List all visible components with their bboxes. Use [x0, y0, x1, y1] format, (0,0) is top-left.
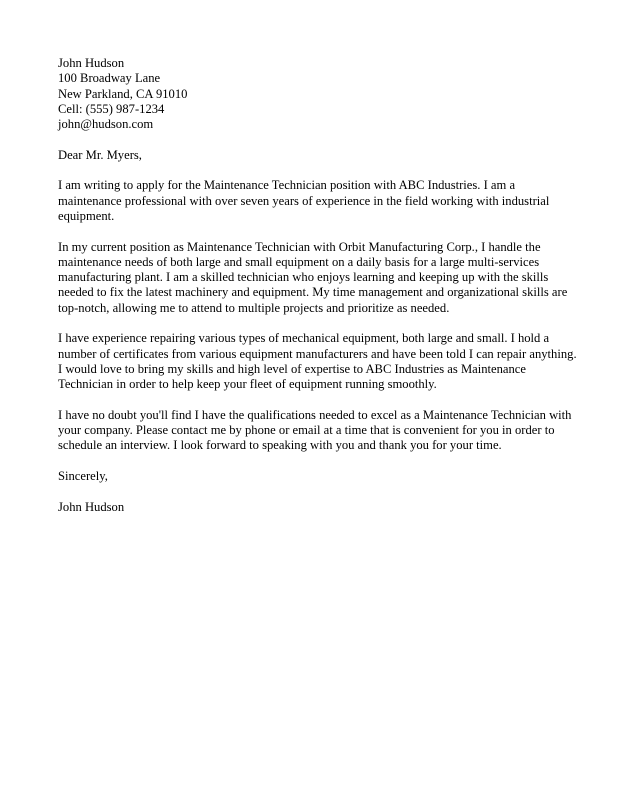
salutation-text: Dear Mr. Myers, — [58, 147, 142, 162]
paragraph-line: maintenance professional with over seven years of experience in the field working with industrial — [58, 193, 550, 208]
paragraph-conclusion — [58, 408, 578, 454]
paragraph-line: top-notch, allowing me to attend to multiple projects and prioritize as needed. — [58, 300, 450, 315]
spacer — [58, 224, 578, 239]
sender-street: 100 Broadway Lane — [58, 71, 161, 86]
sender-name: John Hudson — [58, 56, 125, 70]
paragraph-line: I have no doubt you'll find I have the qualifications needed to excel as a Maintenance Technician with — [58, 407, 572, 422]
spacer — [58, 163, 578, 178]
paragraph-line: needed to fix the latest machinery and equipment. My time management and organizational skills are — [58, 285, 568, 300]
spacer — [58, 454, 578, 469]
paragraph-experience — [58, 331, 578, 392]
signature-name: John Hudson — [58, 499, 125, 514]
paragraph-line: In my current position as Maintenance Technician with Orbit Manufacturing Corp., I handle the — [58, 239, 541, 254]
paragraph-line: I would love to bring my skills and high level of expertise to ABC Industries as Maintenance — [58, 361, 526, 376]
paragraph-line: manufacturing plant. I am a skilled technician who enjoys learning and keeping up with the skills — [58, 270, 549, 285]
closing — [58, 469, 578, 484]
sender-phone: Cell: (555) 987-1234 — [58, 101, 165, 116]
paragraph-line: equipment. — [58, 208, 115, 223]
spacer — [58, 484, 578, 499]
paragraph-line: I have experience repairing various types of mechanical equipment, both large and small. I hold a — [58, 331, 550, 346]
spacer — [58, 132, 578, 147]
paragraph-current-position — [58, 240, 578, 316]
spacer — [58, 316, 578, 331]
paragraph-intro — [58, 178, 578, 224]
sender-email: john@hudson.com — [58, 117, 154, 132]
paragraph-line: Technician in order to help keep your fleet of equipment running smoothly. — [58, 377, 437, 392]
paragraph-line: number of certificates from various equipment manufacturers and have been told I can repair anything. — [58, 346, 577, 361]
paragraph-line: maintenance needs of both large and small equipment on a daily basis for a large multi-services — [58, 254, 540, 269]
closing-text: Sincerely, — [58, 469, 108, 484]
paragraph-line: schedule an interview. I look forward to speaking with you and thank you for your time. — [58, 438, 502, 453]
spacer — [58, 393, 578, 408]
sender-city: New Parkland, CA 91010 — [58, 86, 188, 101]
paragraph-line: I am writing to apply for the Maintenance Technician position with ABC Industries. I am a — [58, 178, 516, 193]
paragraph-line: your company. Please contact me by phone or email at a time that is convenient for you in order to — [58, 423, 555, 438]
sender-address-block — [58, 56, 578, 132]
signature — [58, 500, 578, 515]
salutation — [58, 148, 578, 163]
cover-letter — [58, 56, 578, 515]
